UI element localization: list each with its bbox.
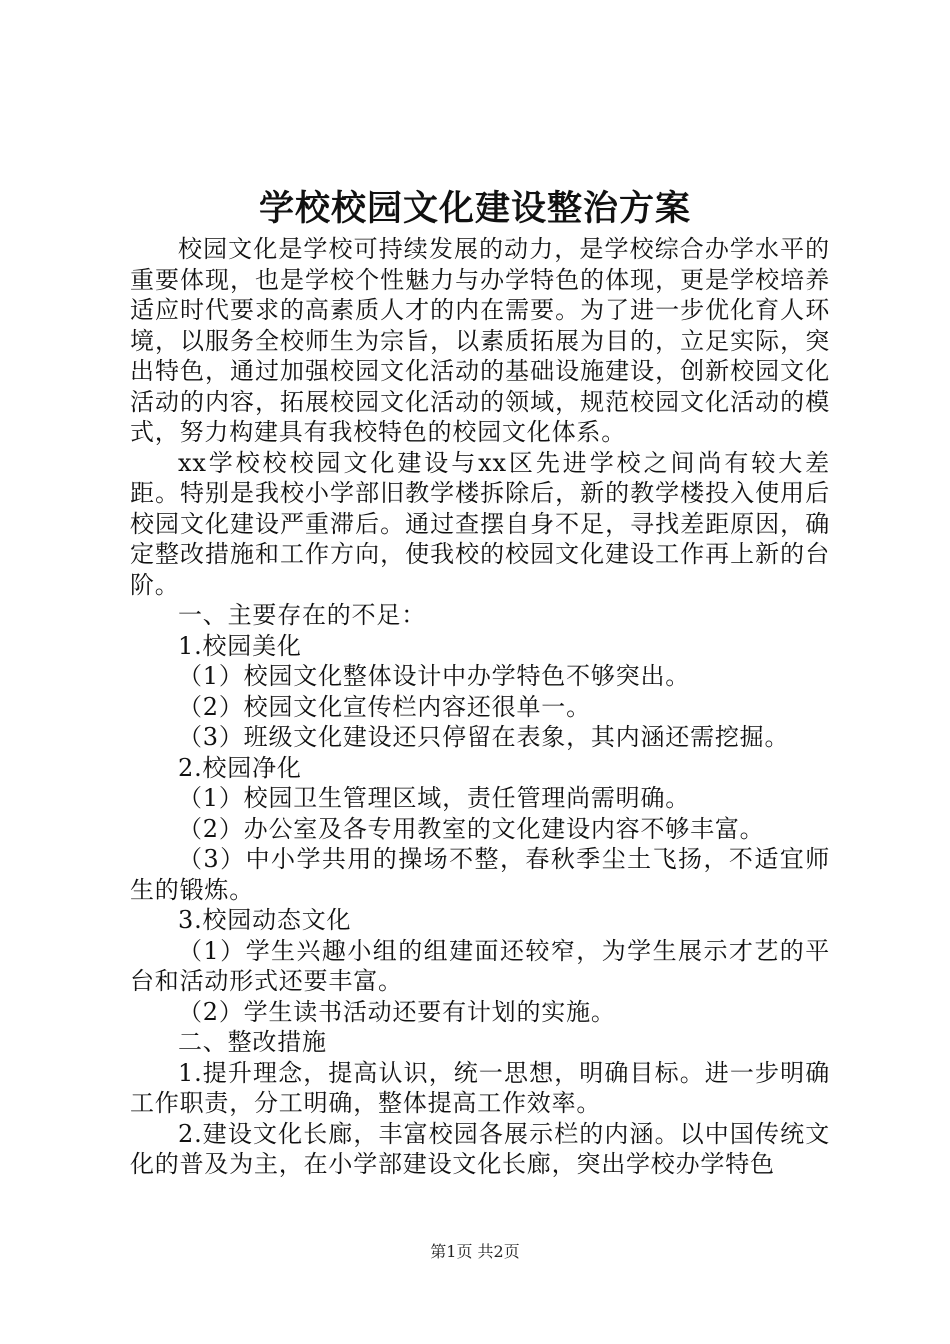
subsection-heading-cleanliness: 2.校园净化 bbox=[178, 753, 302, 782]
list-item: （2）校园文化宣传栏内容还很单一。 bbox=[178, 692, 591, 721]
section-heading-measures: 二、整改措施 bbox=[178, 1028, 327, 1056]
gap-paragraph: xx学校校校园文化建设与xx区先进学校之间尚有较大差距。特别是我校小学部旧教学楼拆除后，新的教学楼投入使用后校园文化建设严重滞后。通过查摆自身不足，寻找差距原因，确定整改措施和工作方向，使我校的校园文化建设工作再上新的台阶。 bbox=[130, 448, 830, 599]
page-number-footer: 第1页 共2页 bbox=[430, 1242, 520, 1261]
measure-paragraph: 2.建设文化长廊，丰富校园各展示栏的内涵。以中国传统文化的普及为主，在小学部建设文化长廊，突出学校办学特色 bbox=[130, 1119, 830, 1178]
list-item: （1）校园卫生管理区域，责任管理尚需明确。 bbox=[178, 784, 691, 812]
subsection-heading-dynamic-culture: 3.校园动态文化 bbox=[178, 906, 352, 934]
intro-paragraph: 校园文化是学校可持续发展的动力，是学校综合办学水平的重要体现，也是学校个性魅力与办学特色的体现，更是学校培养适应时代要求的高素质人才的内在需要。为了进一步优化育人环境，以服务全校师生为宗旨，以素质拓展为目的，立足实际，突出特色，通过加强校园文化活动的基础设施建设，创新校园文化活动的内容，拓展校园文化活动的领域，规范校园文化活动的模式，努力构建具有我校特色的校园文化体系。 bbox=[130, 235, 830, 446]
document-body bbox=[130, 234, 830, 1180]
list-item: （3）班级文化建设还只停留在表象，其内涵还需挖掘。 bbox=[178, 723, 790, 751]
subsection-heading-beautify: 1.校园美化 bbox=[178, 631, 302, 660]
list-item: （3）中小学共用的操场不整，春秋季尘土飞扬，不适宜师生的锻炼。 bbox=[130, 845, 830, 904]
list-item: （1）校园文化整体设计中办学特色不够突出。 bbox=[178, 662, 691, 690]
section-heading-shortcomings: 一、主要存在的不足： bbox=[178, 601, 426, 629]
list-item: （2）办公室及各专用教室的文化建设内容不够丰富。 bbox=[178, 814, 765, 843]
document-title: 学校校园文化建设整治方案 bbox=[258, 189, 691, 229]
measure-paragraph: 1.提升理念，提高认识，统一思想，明确目标。进一步明确工作职责，分工明确，整体提高工作效率。 bbox=[130, 1058, 830, 1117]
list-item: （2）学生读书活动还要有计划的实施。 bbox=[178, 997, 616, 1026]
list-item: （1）学生兴趣小组的组建面还较窄，为学生展示才艺的平台和活动形式还要丰富。 bbox=[130, 936, 830, 995]
